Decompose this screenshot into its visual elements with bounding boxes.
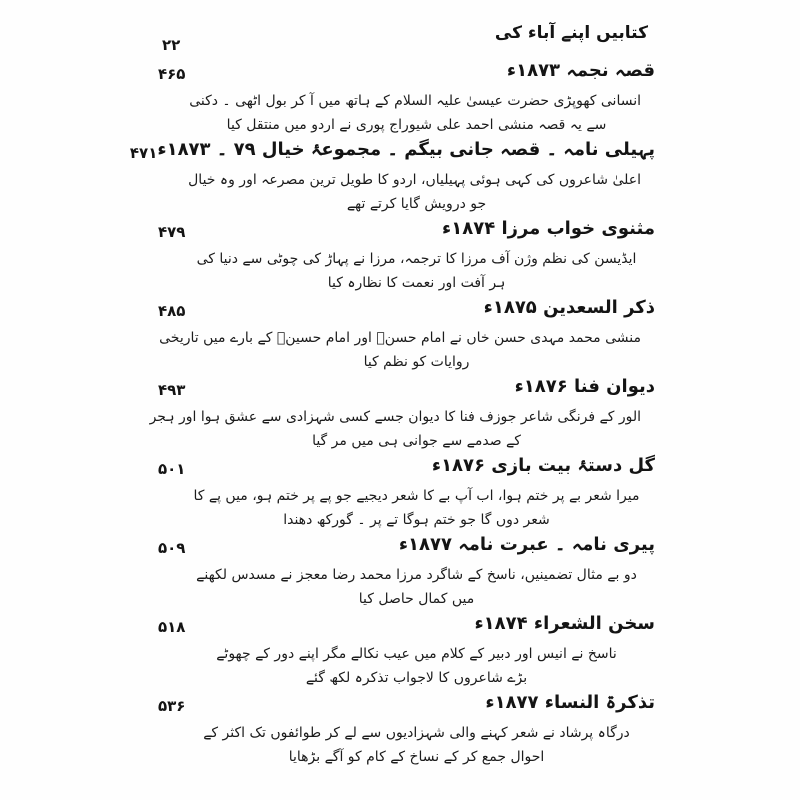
toc-entry-page-number: ۵۱۸ <box>158 618 186 636</box>
toc-entry <box>158 534 655 613</box>
toc-entry-page-number: ۴۶۵ <box>158 65 186 83</box>
toc-entry-description-line: شعر دوں گا جو ختم ہوگا تے پر ۔ گورکھ دھندا <box>283 512 550 528</box>
toc-entry-page-number: ۵۰۹ <box>158 539 186 557</box>
toc-entry-title: پہیلی نامہ ۔ قصہ جانی بیگم ۔ مجموعۂ خیال ۷۹ ۔ ۱۸۷۳ء <box>157 139 655 160</box>
folio-page-number: ۲۲ <box>162 36 181 54</box>
toc-entry <box>158 218 655 297</box>
toc-entry-header <box>158 60 655 88</box>
toc-entry-page-number: ۵۰۱ <box>158 460 186 478</box>
toc-entry-title: دیوان فنا ۱۸۷۶ء <box>514 376 655 397</box>
toc-entry-title: قصہ نجمہ ۱۸۷۳ء <box>506 60 655 81</box>
toc-entry-description <box>158 325 655 374</box>
toc-entry-description <box>158 167 655 216</box>
toc-entry-page-number: ۵۳۶ <box>158 697 186 715</box>
toc-entry <box>158 613 655 692</box>
toc-list <box>129 60 655 771</box>
toc-entry-description <box>158 483 655 532</box>
toc-entry-description <box>158 562 655 611</box>
toc-entry-description-line: اعلیٰ شاعروں کی کہی ہوئی پہیلیاں، اردو کا طویل ترین مصرعہ اور وہ خیال <box>188 172 641 188</box>
toc-entry <box>158 455 655 534</box>
toc-entry-title: سخن الشعراء ۱۸۷۴ء <box>474 613 655 634</box>
toc-entry-description-line: میرا شعر بے پر ختم ہوا، اب آپ بے کا شعر دیجیے جو پے پر ختم ہو، میں پے کا <box>193 488 640 504</box>
toc-entry-description <box>158 641 655 690</box>
toc-entry-description-line: کے صدمے سے جوانی ہی میں مر گیا <box>312 433 521 449</box>
toc-entry-description-line: احوال جمع کر کے نساخ کے کام کو آگے بڑھایا <box>288 749 545 765</box>
toc-entry-description <box>158 720 655 769</box>
toc-entry-header <box>129 139 655 167</box>
toc-entry-title: تذکرۃ النساء ۱۸۷۷ء <box>485 692 655 713</box>
toc-entry-header <box>158 692 655 720</box>
toc-entry-description-line: سے یہ قصہ منشی احمد علی شیوراج پوری نے اردو میں منتقل کیا <box>226 117 607 133</box>
toc-entry-description-line: درگاہ پرشاد نے شعر کہنے والی شہزادیوں سے لے کر طوائفوں تک اکثر کے <box>203 725 630 741</box>
toc-entry-description-line: ہر آفت اور نعمت کا نظارہ کیا <box>327 275 506 291</box>
toc-entry-page-number: ۴۷۱ <box>129 144 158 162</box>
toc-entry-header <box>158 613 655 641</box>
toc-entry-description-line: ایڈیسن کی نظم وژن آف مرزا کا ترجمہ، مرزا نے پہاڑ کی چوٹی سے دنیا کی <box>196 251 637 267</box>
toc-entry-title: ذکر السعدین ۱۸۷۵ء <box>483 297 655 318</box>
toc-entry-description <box>158 246 655 295</box>
toc-entry-header <box>158 218 655 246</box>
toc-entry <box>158 60 655 139</box>
toc-entry-header <box>158 534 655 562</box>
toc-entry-title: پیری نامہ ۔ عبرت نامہ ۱۸۷۷ء <box>398 534 655 555</box>
running-title: کتابیں اپنے آباء کی <box>494 23 648 43</box>
toc-entry-description <box>158 88 655 137</box>
toc-entry-description-line: منشی محمد مہدی حسن خاں نے امام حسنؑ اور امام حسینؑ کے بارے میں تاریخی <box>159 330 641 346</box>
toc-entry-description-line: الور کے فرنگی شاعر جوزف فنا کا دیوان جسے کسی شہزادی سے عشق ہوا اور ہجر <box>149 409 641 425</box>
toc-entry-description <box>149 404 655 453</box>
toc-entry-header <box>158 376 655 404</box>
toc-entry-title: گل دستۂ بیت بازی ۱۸۷۶ء <box>431 455 655 476</box>
toc-entry-page-number: ۴۸۵ <box>158 302 186 320</box>
toc-entry-description-line: دو بے مثال تضمینیں، ناسخ کے شاگرد مرزا محمد رضا معجز نے مسدس لکھنے <box>196 567 637 583</box>
toc-entry <box>158 297 655 376</box>
toc-entry <box>149 376 655 455</box>
toc-entry-description-line: ناسخ نے انیس اور دبیر کے کلام میں عیب نکالے مگر اپنے دور کے چھوٹے <box>216 646 617 662</box>
toc-entry <box>129 139 655 218</box>
toc-entry-description-line: جو درویش گایا کرتے تھے <box>346 196 487 212</box>
toc-entry-page-number: ۴۷۹ <box>158 223 186 241</box>
toc-entry-description-line: انسانی کھوپڑی حضرت عیسیٰ علیہ السلام کے ہاتھ میں آ کر بول اٹھی ۔ دکنی <box>189 93 641 109</box>
toc-entry-header <box>158 455 655 483</box>
toc-entry-description-line: میں کمال حاصل کیا <box>358 591 475 607</box>
toc-entry-title: مثنوی خواب مرزا ۱۸۷۴ء <box>442 218 655 239</box>
toc-entry-description-line: بڑے شاعروں کا لاجواب تذکرہ لکھ گئے <box>305 670 528 686</box>
toc-entry-page-number: ۴۹۳ <box>158 381 186 399</box>
toc-entry-header <box>158 297 655 325</box>
toc-entry <box>158 692 655 771</box>
toc-entry-description-line: روایات کو نظم کیا <box>363 354 470 370</box>
